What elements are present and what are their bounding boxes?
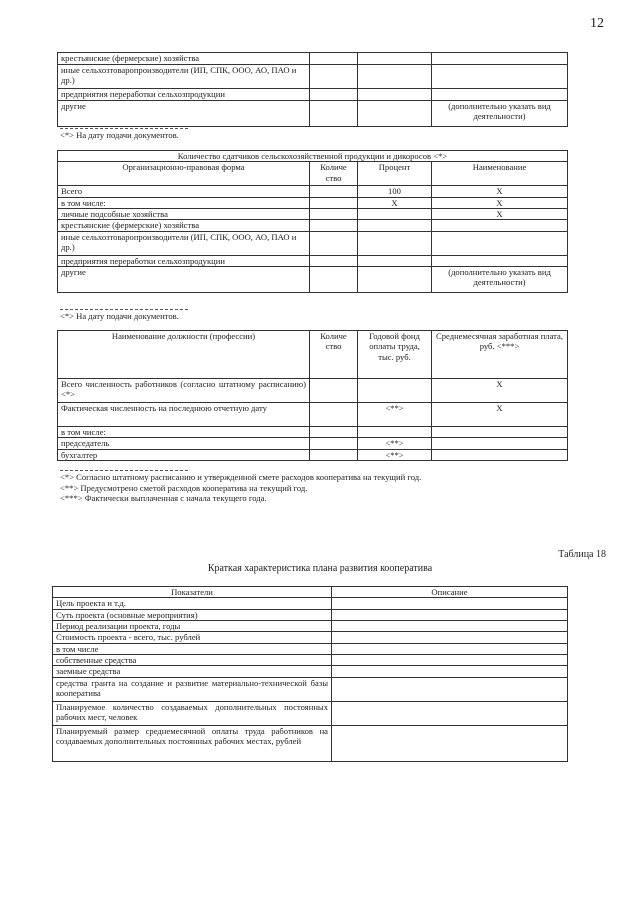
table-label: Таблица 18	[558, 549, 606, 560]
column-header: Среднемесячная заработная плата, руб. <***>	[432, 331, 568, 379]
column-header: Описание	[332, 587, 568, 598]
table-row: иные сельхозтоваропроизводители (ИП, СПК, ООО, АО, ПАО и др.)	[58, 65, 568, 89]
table-row: Цель проекта и т.д.	[53, 598, 568, 609]
table-title: Краткая характеристика плана развития кооператива	[207, 563, 433, 574]
column-header: Наименование	[432, 162, 568, 186]
staff-table	[57, 330, 568, 461]
footnote-1: <*> На дату подачи документов.	[60, 128, 188, 141]
table-row: крестьянские (фермерские) хозяйства	[58, 53, 568, 65]
table-row: Планируемый размер среднемесячной оплаты труда работников на создаваемых дополнительных постоянных рабочих местах, рублей	[53, 725, 568, 761]
footnote-line: <***> Фактически выплаченная с начала текущего года.	[60, 493, 267, 504]
table-row: иные сельхозтоваропроизводители (ИП, СПК, ООО, АО, ПАО и др.)	[58, 231, 568, 255]
page-number: 12	[590, 16, 604, 31]
suppliers-table	[57, 150, 568, 293]
development-plan-table	[52, 586, 568, 762]
suppliers-table-title: Количество сдатчиков сельскохозяйственной продукции и дикоросов <*>	[58, 151, 568, 162]
table-row: Период реализации проекта, годы	[53, 620, 568, 631]
column-header: Процент	[358, 162, 432, 186]
table-row: другие (дополнительно указать вид деятельности)	[58, 266, 568, 292]
column-header: Годовой фонд оплаты труда, тыс. руб.	[358, 331, 432, 379]
table-row: в том числе: X X	[58, 197, 568, 208]
column-header: Организационно-правовая форма	[58, 162, 310, 186]
column-header: Показатели	[53, 587, 332, 598]
table-row: предприятия переработки сельхозпродукции	[58, 89, 568, 101]
table-row: Фактическая численность на последнюю отчетную дату <**> X	[58, 403, 568, 427]
column-header: Количе ство	[310, 331, 358, 379]
table-row: крестьянские (фермерские) хозяйства	[58, 220, 568, 231]
table-row: в том числе:	[58, 427, 568, 438]
table-row: Стоимость проекта - всего, тыс. рублей	[53, 632, 568, 643]
footnote-line: <**> Предусмотрено сметой расходов кооператива на текущий год.	[60, 482, 308, 493]
table-row: другие (дополнительно указать вид деятельности)	[58, 101, 568, 127]
table-row: в том числе	[53, 643, 568, 654]
table-row: предприятия переработки сельхозпродукции	[58, 255, 568, 266]
footnote-2: <*> На дату подачи документов.	[60, 309, 188, 322]
table-row: Планируемое количество создаваемых дополнительных постоянных рабочих мест, человек	[53, 701, 568, 725]
continued-suppliers-table	[57, 52, 568, 127]
table-row: собственные средства	[53, 654, 568, 665]
table-row: бухгалтер <**>	[58, 449, 568, 460]
table-row: заемные средства	[53, 666, 568, 677]
footnote-line: <*> Согласно штатному расписанию и утвержденной смете расходов кооператива на текущий год.	[60, 472, 422, 482]
table-row: председатель <**>	[58, 438, 568, 449]
table-row: средства гранта на создание и развитие материально-технической базы кооператива	[53, 677, 568, 701]
table-row: личные подсобные хозяйства X	[58, 208, 568, 219]
column-header: Наименование должности (профессии)	[58, 331, 310, 379]
table-row: Всего 100 X	[58, 186, 568, 197]
table-row: Всего численность работников (согласно штатному расписанию) <*> X	[58, 379, 568, 403]
table-row: Суть проекта (основные мероприятия)	[53, 609, 568, 620]
column-header: Количе ство	[310, 162, 358, 186]
footnotes-3	[60, 470, 421, 504]
